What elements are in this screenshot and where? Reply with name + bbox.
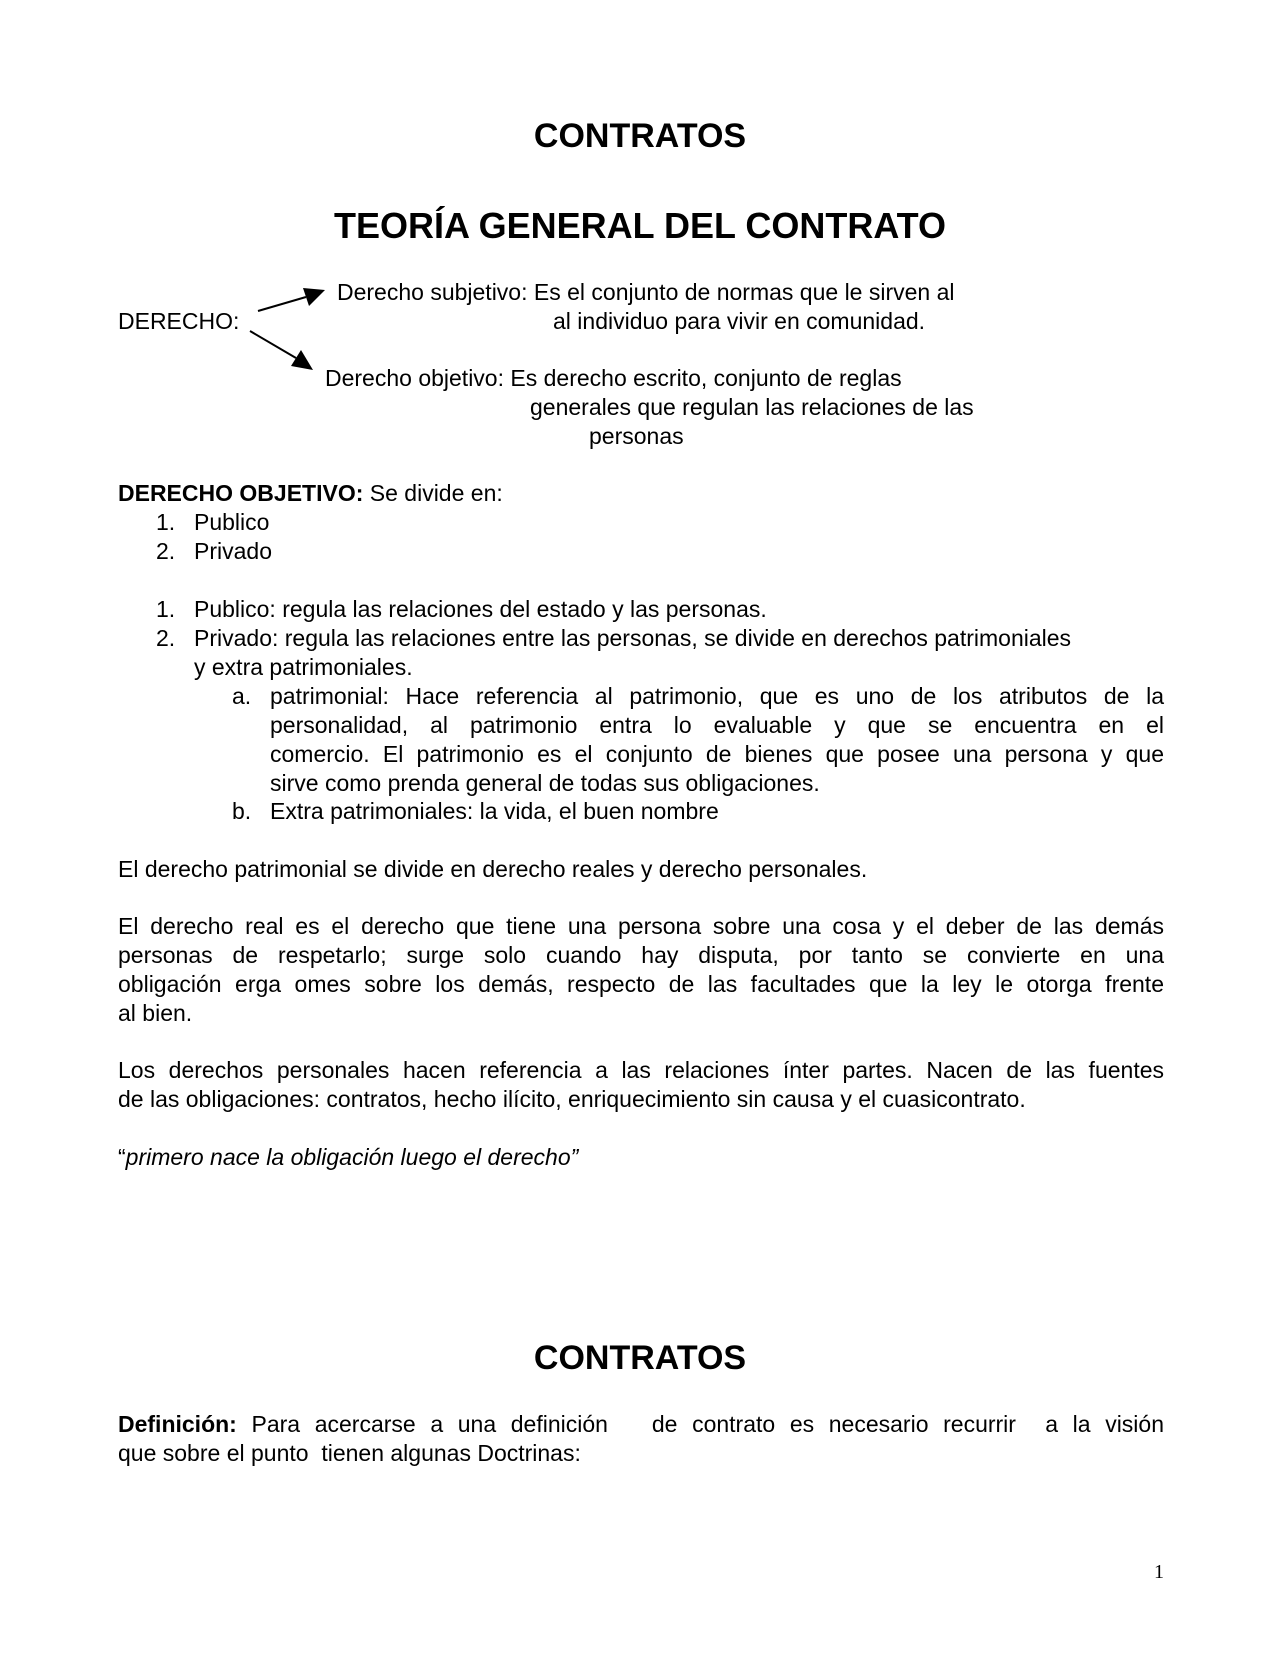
list-item-publico: Publico: regula las relaciones del estado y las personas. <box>194 596 767 622</box>
page-number: 1 <box>1154 1561 1164 1583</box>
quote-close: ” <box>570 1144 579 1170</box>
list-item: 1. <box>156 509 176 535</box>
quote-text: primero nace la obligación luego el derecho <box>125 1144 571 1170</box>
arrow-to-subjetivo <box>258 297 306 311</box>
definicion-label: Definición: <box>118 1411 237 1437</box>
quote <box>118 1143 578 1172</box>
list-item: Publico <box>194 509 270 535</box>
list-item-privado-cont: y extra patrimoniales. <box>194 654 413 680</box>
list-item: 2. <box>156 538 176 564</box>
sub-item-a-line: sirve como prenda general de todas sus obligaciones. <box>270 770 820 796</box>
sub-item-a-line: patrimonial: Hace referencia al patrimonio, que es uno de los atributos de la <box>270 683 1164 709</box>
paragraph-real-line: al bien. <box>118 1000 193 1026</box>
arrow-head-subjetivo <box>303 288 325 306</box>
subjetivo-line-2: al individuo para vivir en comunidad. <box>553 308 926 334</box>
objetivo-line-2: generales que regulan las relaciones de las <box>530 394 974 420</box>
paragraph-personales-line: Los derechos personales hacen referencia a las relaciones ínter partes. Nacen de las fuentes <box>118 1057 1164 1083</box>
definicion-line-1 <box>118 1410 1164 1439</box>
quote-open: “ <box>118 1144 126 1170</box>
sub-item-a-line: comercio. El patrimonio es el conjunto de bienes que posee una persona y que <box>270 741 1164 767</box>
objetivo-line-1: Derecho objetivo: Es derecho escrito, conjunto de reglas <box>325 365 902 391</box>
definicion-line-2: que sobre el punto tienen algunas Doctrinas: <box>118 1440 581 1466</box>
section-title: CONTRATOS <box>533 1339 747 1377</box>
derecho-root-label: DERECHO: <box>118 308 240 334</box>
sub-item-b: Extra patrimoniales: la vida, el buen nombre <box>270 798 719 824</box>
derecho-objetivo-intro: Se divide en: <box>363 480 503 506</box>
arrow-head-objetivo <box>291 350 313 370</box>
paragraph-personales-line: de las obligaciones: contratos, hecho ilícito, enriquecimiento sin causa y el cuasicontrato. <box>118 1086 1026 1112</box>
definicion-text: Para acercarse a una definición de contrato es necesario recurrir a la visión <box>236 1411 1164 1437</box>
objetivo-line-3: personas <box>589 423 684 449</box>
paragraph-real-line: personas de respetarlo; surge solo cuando hay disputa, por tanto se convierte en una <box>118 942 1164 968</box>
sub-item-marker: a. <box>232 683 252 709</box>
derecho-objetivo-heading: DERECHO OBJETIVO: <box>118 480 364 506</box>
list-item-privado: Privado: regula las relaciones entre las personas, se divide en derechos patrimoniales <box>194 625 1072 651</box>
list-item-number: 2. <box>156 625 176 651</box>
paragraph-real-line: El derecho real es el derecho que tiene una persona sobre una cosa y el deber de las demás <box>118 913 1164 939</box>
list-item: Privado <box>194 538 272 564</box>
sub-item-a-line: personalidad, al patrimonio entra lo evaluable y que se encuentra en el <box>270 712 1164 738</box>
page-title: CONTRATOS <box>533 117 747 155</box>
paragraph-patrimonial: El derecho patrimonial se divide en derecho reales y derecho personales. <box>118 856 868 882</box>
sub-item-marker: b. <box>232 798 252 824</box>
paragraph-real-line: obligación erga omes sobre los demás, respecto de las facultades que la ley le otorga frente <box>118 971 1164 997</box>
arrow-to-objetivo <box>250 331 296 358</box>
page-subtitle: TEORÍA GENERAL DEL CONTRATO <box>333 205 947 246</box>
list-item-number: 1. <box>156 596 176 622</box>
subjetivo-line-1: Derecho subjetivo: Es el conjunto de normas que le sirven al <box>337 279 955 305</box>
derecho-objetivo-heading-line <box>118 479 503 508</box>
